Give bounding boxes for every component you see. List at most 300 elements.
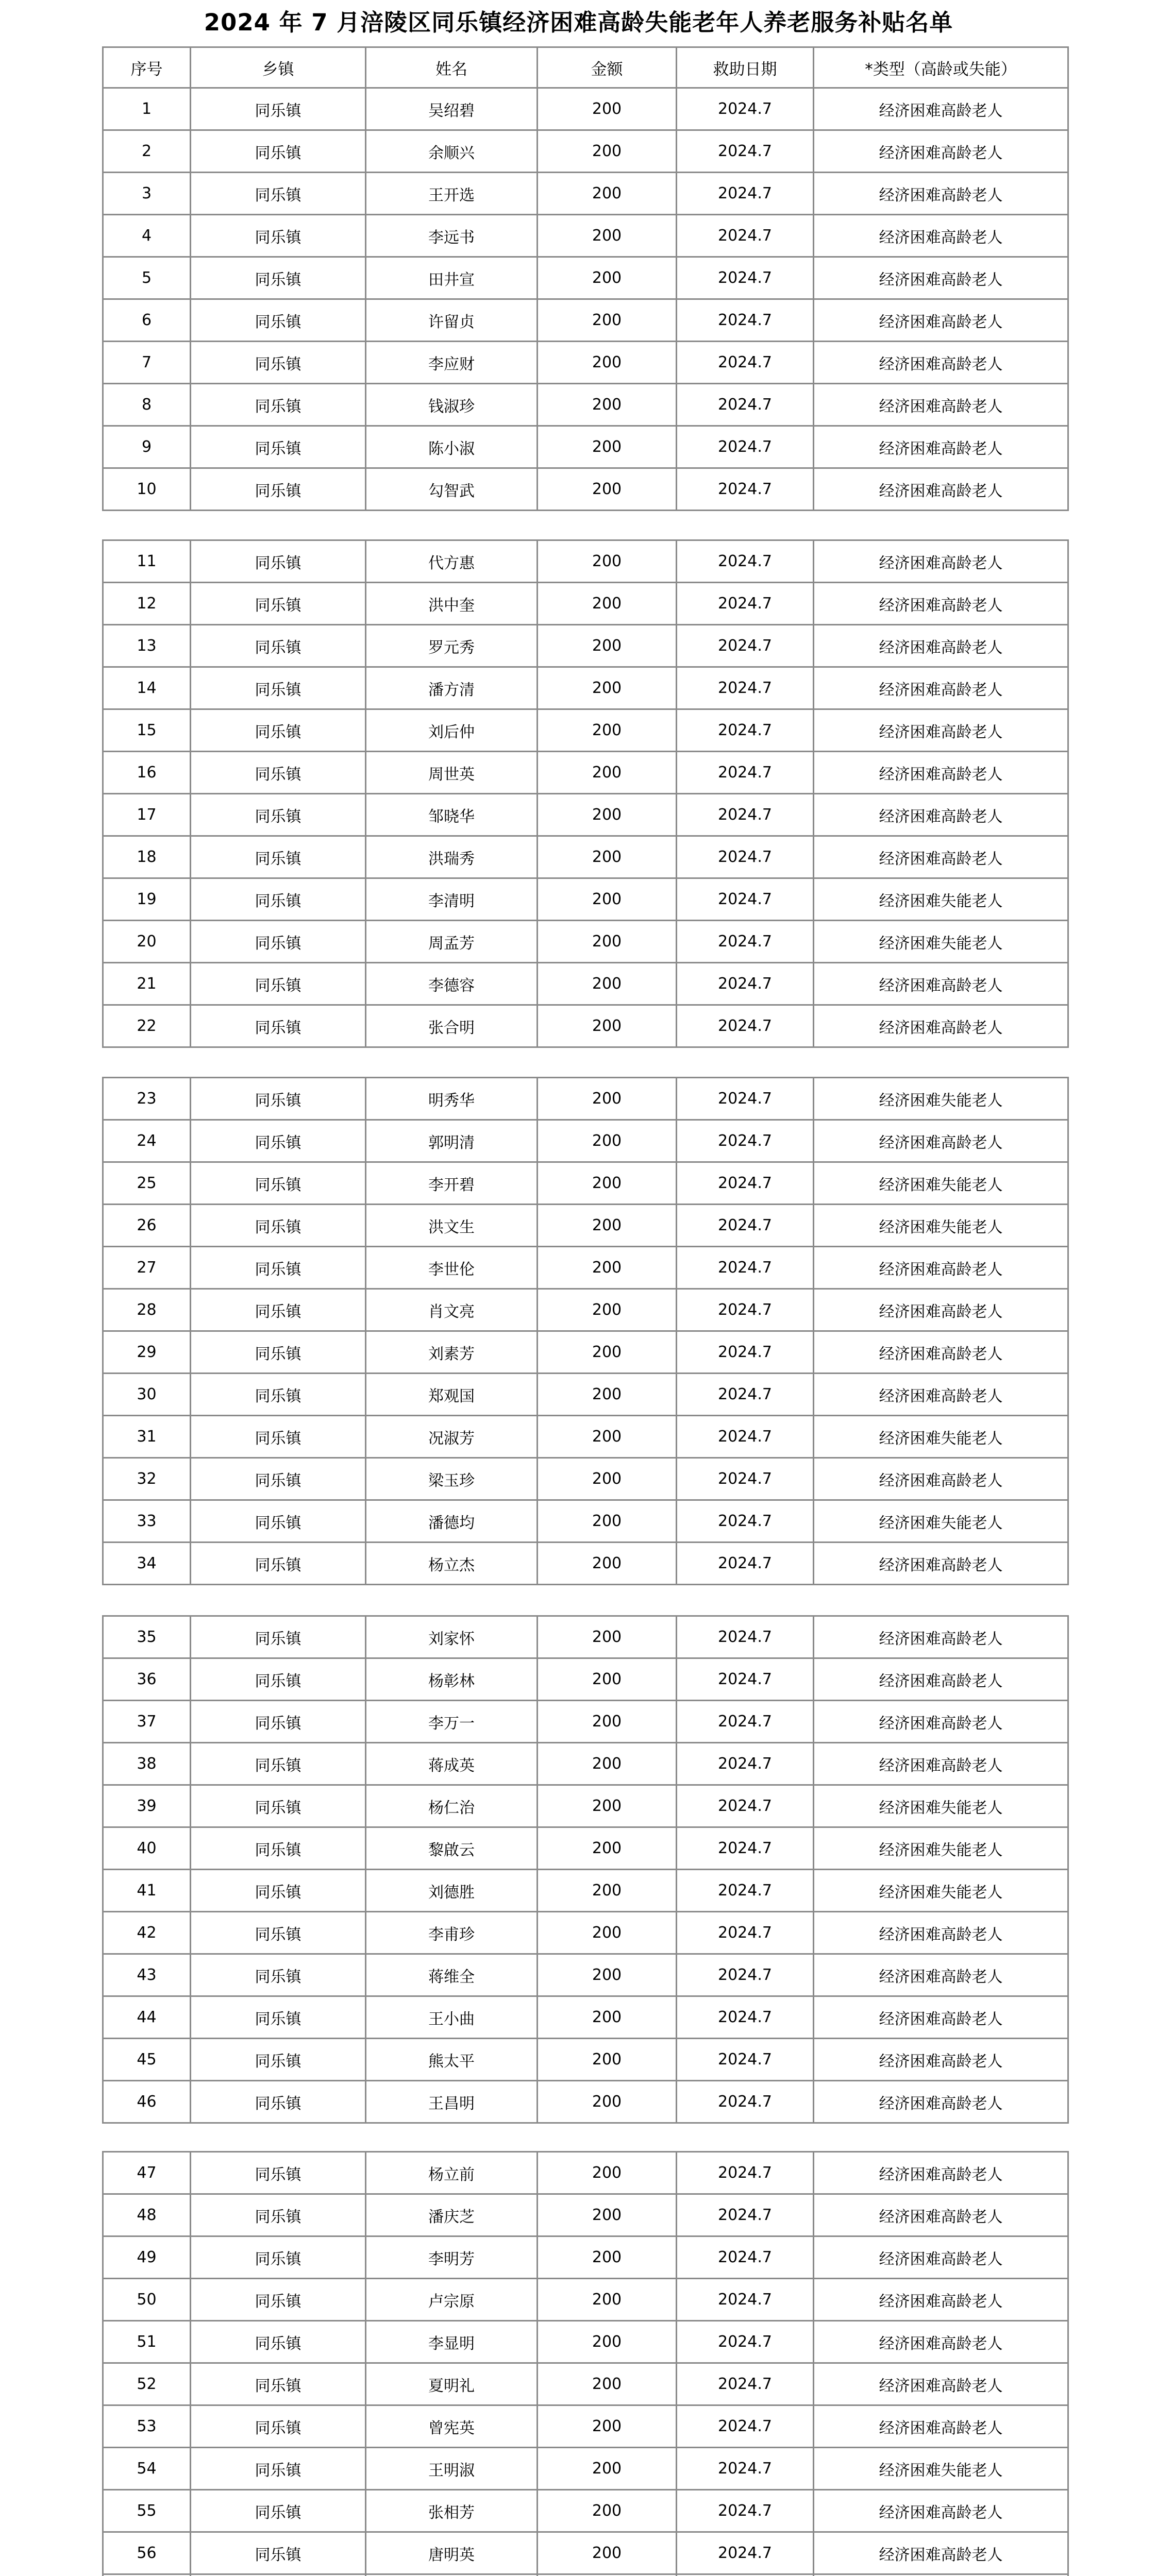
table-row [103, 1005, 1068, 1047]
table-row [103, 299, 1068, 342]
cell-type: 经济困难高龄老人 [814, 2039, 1068, 2081]
cell-date: 2024.7 [677, 88, 814, 130]
cell-index: 31 [103, 1416, 191, 1458]
cell-type: 经济困难高龄老人 [814, 2236, 1068, 2279]
cell-town: 同乐镇 [191, 1785, 366, 1827]
cell-name: 李应财 [366, 342, 538, 384]
cell-index [103, 2574, 191, 2576]
cell-type: 经济困难高龄老人 [814, 2081, 1068, 2123]
cell-amount: 200 [538, 173, 677, 215]
cell-type: 经济困难失能老人 [814, 1205, 1068, 1247]
cell-town: 同乐镇 [191, 173, 366, 215]
cell-name: 李显明 [366, 2321, 538, 2363]
cell-name: 潘方清 [366, 667, 538, 709]
cell-type: 经济困难高龄老人 [814, 1289, 1068, 1331]
cell-amount: 200 [538, 2321, 677, 2363]
cell-date: 2024.7 [677, 583, 814, 625]
cell-amount: 200 [538, 2405, 677, 2448]
cell-date: 2024.7 [677, 299, 814, 342]
cell-amount: 200 [538, 468, 677, 511]
cell-town: 同乐镇 [191, 130, 366, 173]
cell-name: 郑观国 [366, 1374, 538, 1416]
cell-date: 2024.7 [677, 1205, 814, 1247]
cell-date [677, 2574, 814, 2576]
cell-name: 吴绍碧 [366, 88, 538, 130]
cell-name: 况淑芳 [366, 1416, 538, 1458]
table-row [103, 2532, 1068, 2574]
cell-name: 周世英 [366, 752, 538, 794]
cell-index: 8 [103, 384, 191, 426]
cell-index: 12 [103, 583, 191, 625]
cell-type: 经济困难高龄老人 [814, 88, 1068, 130]
cell-type: 经济困难高龄老人 [814, 257, 1068, 299]
cell-index: 20 [103, 921, 191, 963]
table-row [103, 1331, 1068, 1374]
cell-name: 曾宪英 [366, 2405, 538, 2448]
table-row [103, 1701, 1068, 1743]
cell-name: 杨立杰 [366, 1543, 538, 1585]
cell-town: 同乐镇 [191, 468, 366, 511]
cell-town: 同乐镇 [191, 2448, 366, 2490]
cell-type: 经济困难高龄老人 [814, 1954, 1068, 1996]
cell-name: 李世伦 [366, 1247, 538, 1289]
cell-date: 2024.7 [677, 625, 814, 667]
table-row [103, 1870, 1068, 1912]
table-row [103, 342, 1068, 384]
cell-name: 李德容 [366, 963, 538, 1005]
cell-town: 同乐镇 [191, 342, 366, 384]
cell-type: 经济困难高龄老人 [814, 1658, 1068, 1701]
cell-index: 56 [103, 2532, 191, 2574]
cell-type: 经济困难高龄老人 [814, 1543, 1068, 1585]
cell-name: 李远书 [366, 215, 538, 257]
cell-amount: 200 [538, 384, 677, 426]
cell-date: 2024.7 [677, 2194, 814, 2236]
cell-town: 同乐镇 [191, 625, 366, 667]
cell-amount: 200 [538, 426, 677, 468]
cell-town: 同乐镇 [191, 1374, 366, 1416]
table-row [103, 667, 1068, 709]
cell-date: 2024.7 [677, 752, 814, 794]
cell-index: 33 [103, 1500, 191, 1543]
cell-index: 35 [103, 1616, 191, 1658]
cell-type: 经济困难高龄老人 [814, 173, 1068, 215]
cell-amount: 200 [538, 1289, 677, 1331]
cell-type: 经济困难高龄老人 [814, 1331, 1068, 1374]
cell-amount: 200 [538, 2194, 677, 2236]
cell-date: 2024.7 [677, 1543, 814, 1585]
table-row [103, 540, 1068, 583]
cell-type: 经济困难高龄老人 [814, 1247, 1068, 1289]
cell-town: 同乐镇 [191, 88, 366, 130]
cell-amount: 200 [538, 794, 677, 836]
cell-index: 43 [103, 1954, 191, 1996]
cell-amount: 200 [538, 1658, 677, 1701]
cell-index: 54 [103, 2448, 191, 2490]
cell-town: 同乐镇 [191, 426, 366, 468]
cell-amount: 200 [538, 1543, 677, 1585]
cell-town [191, 2574, 366, 2576]
cell-index: 26 [103, 1205, 191, 1247]
cell-index: 49 [103, 2236, 191, 2279]
cell-town: 同乐镇 [191, 1616, 366, 1658]
cell-town: 同乐镇 [191, 1954, 366, 1996]
table-row [103, 426, 1068, 468]
cell-type: 经济困难失能老人 [814, 921, 1068, 963]
cell-name: 王明淑 [366, 2448, 538, 2490]
table-row [103, 1785, 1068, 1827]
cell-index: 44 [103, 1996, 191, 2039]
cell-date: 2024.7 [677, 1785, 814, 1827]
cell-amount: 200 [538, 342, 677, 384]
cell-date: 2024.7 [677, 1078, 814, 1120]
table-row [103, 2039, 1068, 2081]
cell-town: 同乐镇 [191, 299, 366, 342]
cell-type: 经济困难高龄老人 [814, 1701, 1068, 1743]
cell-date: 2024.7 [677, 215, 814, 257]
cell-name: 刘德胜 [366, 1870, 538, 1912]
cell-type: 经济困难高龄老人 [814, 667, 1068, 709]
cell-type: 经济困难高龄老人 [814, 1912, 1068, 1954]
cell-date: 2024.7 [677, 836, 814, 878]
cell-type: 经济困难高龄老人 [814, 342, 1068, 384]
cell-index: 5 [103, 257, 191, 299]
cell-name: 杨彰林 [366, 1658, 538, 1701]
cell-name: 杨立前 [366, 2152, 538, 2194]
cell-name: 明秀华 [366, 1078, 538, 1120]
cell-type: 经济困难高龄老人 [814, 2490, 1068, 2532]
cell-name: 钱淑珍 [366, 384, 538, 426]
cell-town: 同乐镇 [191, 836, 366, 878]
cell-date: 2024.7 [677, 2405, 814, 2448]
cell-index: 32 [103, 1458, 191, 1500]
cell-name: 余顺兴 [366, 130, 538, 173]
cell-index: 45 [103, 2039, 191, 2081]
table-row [103, 130, 1068, 173]
cell-name: 李明芳 [366, 2236, 538, 2279]
cell-amount: 200 [538, 2279, 677, 2321]
cell-date: 2024.7 [677, 1289, 814, 1331]
cell-date: 2024.7 [677, 2152, 814, 2194]
cell-date: 2024.7 [677, 1996, 814, 2039]
cell-index: 24 [103, 1120, 191, 1162]
cell-name: 洪中奎 [366, 583, 538, 625]
cell-index: 38 [103, 1743, 191, 1785]
table-row [103, 836, 1068, 878]
cell-amount: 200 [538, 1954, 677, 1996]
cell-name: 唐明英 [366, 2532, 538, 2574]
cell-date: 2024.7 [677, 1616, 814, 1658]
cell-index: 41 [103, 1870, 191, 1912]
cell-town: 同乐镇 [191, 709, 366, 752]
table-row [103, 625, 1068, 667]
cell-amount: 200 [538, 1996, 677, 2039]
cell-amount: 200 [538, 1870, 677, 1912]
cell-index: 47 [103, 2152, 191, 2194]
cell-town: 同乐镇 [191, 2363, 366, 2405]
cell-type: 经济困难高龄老人 [814, 1743, 1068, 1785]
table-row [103, 2081, 1068, 2123]
header-date: 救助日期 [677, 47, 814, 88]
cell-date: 2024.7 [677, 468, 814, 511]
cell-type: 经济困难失能老人 [814, 1078, 1068, 1120]
cell-town: 同乐镇 [191, 1205, 366, 1247]
cell-town: 同乐镇 [191, 1289, 366, 1331]
cell-town: 同乐镇 [191, 1701, 366, 1743]
table-row [103, 921, 1068, 963]
cell-name: 田井宣 [366, 257, 538, 299]
cell-index: 40 [103, 1827, 191, 1870]
cell-type: 经济困难高龄老人 [814, 2321, 1068, 2363]
cell-type: 经济困难高龄老人 [814, 384, 1068, 426]
table-row [103, 794, 1068, 836]
cell-town: 同乐镇 [191, 1005, 366, 1047]
cell-index: 7 [103, 342, 191, 384]
cell-amount: 200 [538, 1247, 677, 1289]
cell-name: 卢宗原 [366, 2279, 538, 2321]
cell-type: 经济困难高龄老人 [814, 1374, 1068, 1416]
cell-name: 张相芳 [366, 2490, 538, 2532]
cell-name: 洪文生 [366, 1205, 538, 1247]
table-row [103, 709, 1068, 752]
cell-name: 蒋维全 [366, 1954, 538, 1996]
cell-name: 杨仁治 [366, 1785, 538, 1827]
table-row [103, 1743, 1068, 1785]
cell-type: 经济困难失能老人 [814, 1870, 1068, 1912]
cell-name: 郭明清 [366, 1120, 538, 1162]
subsidy-table-section-5 [102, 2151, 1069, 2576]
cell-town: 同乐镇 [191, 2321, 366, 2363]
cell-amount: 200 [538, 1785, 677, 1827]
cell-amount: 200 [538, 299, 677, 342]
cell-town: 同乐镇 [191, 1743, 366, 1785]
cell-type: 经济困难高龄老人 [814, 709, 1068, 752]
cell-town: 同乐镇 [191, 1912, 366, 1954]
header-index: 序号 [103, 47, 191, 88]
cell-date: 2024.7 [677, 963, 814, 1005]
table-row [103, 2321, 1068, 2363]
cell-index: 55 [103, 2490, 191, 2532]
cell-amount: 200 [538, 215, 677, 257]
cell-amount: 200 [538, 1616, 677, 1658]
cell-name: 张合明 [366, 1005, 538, 1047]
cell-index: 14 [103, 667, 191, 709]
cell-index: 39 [103, 1785, 191, 1827]
cell-date: 2024.7 [677, 2039, 814, 2081]
cell-amount: 200 [538, 1078, 677, 1120]
cell-town: 同乐镇 [191, 1870, 366, 1912]
table-row [103, 257, 1068, 299]
cell-date: 2024.7 [677, 173, 814, 215]
cell-type: 经济困难高龄老人 [814, 1120, 1068, 1162]
cell-type: 经济困难高龄老人 [814, 468, 1068, 511]
table-row [103, 1658, 1068, 1701]
cell-town: 同乐镇 [191, 1416, 366, 1458]
cell-amount: 200 [538, 1005, 677, 1047]
cell-type: 经济困难高龄老人 [814, 299, 1068, 342]
cell-type: 经济困难高龄老人 [814, 1996, 1068, 2039]
header-town: 乡镇 [191, 47, 366, 88]
cell-type: 经济困难失能老人 [814, 1785, 1068, 1827]
subsidy-table-section-1 [102, 46, 1069, 511]
cell-amount: 200 [538, 1162, 677, 1205]
cell-amount: 200 [538, 257, 677, 299]
cell-date: 2024.7 [677, 2448, 814, 2490]
header-type: *类型（高龄或失能） [814, 47, 1068, 88]
cell-name: 夏明礼 [366, 2363, 538, 2405]
cell-town: 同乐镇 [191, 1543, 366, 1585]
table-row [103, 2448, 1068, 2490]
cell-town: 同乐镇 [191, 2236, 366, 2279]
cell-amount: 200 [538, 921, 677, 963]
cell-amount: 200 [538, 625, 677, 667]
cell-type: 经济困难高龄老人 [814, 1616, 1068, 1658]
cell-amount: 200 [538, 1374, 677, 1416]
table-row [103, 1954, 1068, 1996]
cell-name: 王开选 [366, 173, 538, 215]
cell-type: 经济困难高龄老人 [814, 963, 1068, 1005]
cell-type: 经济困难高龄老人 [814, 130, 1068, 173]
cell-name: 黎啟云 [366, 1827, 538, 1870]
cell-index: 6 [103, 299, 191, 342]
cell-name: 代方惠 [366, 540, 538, 583]
cell-name: 李开碧 [366, 1162, 538, 1205]
table-row [103, 173, 1068, 215]
cell-amount: 200 [538, 2039, 677, 2081]
table-row [103, 2490, 1068, 2532]
cell-date: 2024.7 [677, 1500, 814, 1543]
cell-name: 潘德均 [366, 1500, 538, 1543]
cell-index: 46 [103, 2081, 191, 2123]
cell-name: 刘素芳 [366, 1331, 538, 1374]
cell-date: 2024.7 [677, 1912, 814, 1954]
cell-date: 2024.7 [677, 2279, 814, 2321]
cell-amount: 200 [538, 1500, 677, 1543]
cell-date: 2024.7 [677, 2321, 814, 2363]
cell-name: 刘家怀 [366, 1616, 538, 1658]
cell-date: 2024.7 [677, 540, 814, 583]
cell-index: 19 [103, 878, 191, 921]
cell-index: 22 [103, 1005, 191, 1047]
cell-index: 3 [103, 173, 191, 215]
cell-type: 经济困难高龄老人 [814, 215, 1068, 257]
cell-town: 同乐镇 [191, 1247, 366, 1289]
cell-town: 同乐镇 [191, 1827, 366, 1870]
cell-name: 梁玉珍 [366, 1458, 538, 1500]
cell-town: 同乐镇 [191, 1078, 366, 1120]
cell-index: 53 [103, 2405, 191, 2448]
cell-index: 48 [103, 2194, 191, 2236]
cell-town: 同乐镇 [191, 667, 366, 709]
cell-amount: 200 [538, 130, 677, 173]
subsidy-table-section-3 [102, 1077, 1069, 1585]
cell-type: 经济困难高龄老人 [814, 2363, 1068, 2405]
cell-type: 经济困难高龄老人 [814, 426, 1068, 468]
cell-town: 同乐镇 [191, 921, 366, 963]
cell-amount: 200 [538, 1912, 677, 1954]
header-name: 姓名 [366, 47, 538, 88]
table-row [103, 1500, 1068, 1543]
table-row [103, 1416, 1068, 1458]
table-row [103, 1458, 1068, 1500]
cell-town: 同乐镇 [191, 878, 366, 921]
table-row [103, 1996, 1068, 2039]
cell-date: 2024.7 [677, 2490, 814, 2532]
cell-town: 同乐镇 [191, 257, 366, 299]
cell-index: 29 [103, 1331, 191, 1374]
cell-amount: 200 [538, 963, 677, 1005]
cell-date: 2024.7 [677, 1162, 814, 1205]
cell-town: 同乐镇 [191, 2490, 366, 2532]
cell-name: 勾智武 [366, 468, 538, 511]
table-row [103, 1543, 1068, 1585]
cell-amount: 200 [538, 2532, 677, 2574]
cell-amount: 200 [538, 1743, 677, 1785]
table-row [103, 963, 1068, 1005]
cell-date: 2024.7 [677, 2236, 814, 2279]
cell-date: 2024.7 [677, 1120, 814, 1162]
cell-type: 经济困难高龄老人 [814, 540, 1068, 583]
cell-amount: 200 [538, 1120, 677, 1162]
table-row [103, 2236, 1068, 2279]
table-row [103, 1374, 1068, 1416]
cell-index: 42 [103, 1912, 191, 1954]
cell-type: 经济困难高龄老人 [814, 2279, 1068, 2321]
cell-type [814, 2574, 1068, 2576]
cell-type: 经济困难失能老人 [814, 1500, 1068, 1543]
cell-date: 2024.7 [677, 921, 814, 963]
cell-date: 2024.7 [677, 2363, 814, 2405]
table-row [103, 2194, 1068, 2236]
cell-index: 23 [103, 1078, 191, 1120]
cell-type: 经济困难失能老人 [814, 1416, 1068, 1458]
cell-index: 28 [103, 1289, 191, 1331]
cell-index: 51 [103, 2321, 191, 2363]
subsidy-table-section-4 [102, 1615, 1069, 2124]
cell-name: 王昌明 [366, 2081, 538, 2123]
cell-index: 1 [103, 88, 191, 130]
cell-amount: 200 [538, 2363, 677, 2405]
cell-name: 潘庆芝 [366, 2194, 538, 2236]
subsidy-table-section-2 [102, 539, 1069, 1048]
cell-index: 27 [103, 1247, 191, 1289]
cell-date: 2024.7 [677, 1458, 814, 1500]
table-row [103, 1247, 1068, 1289]
cell-type: 经济困难高龄老人 [814, 836, 1068, 878]
table-row [103, 1205, 1068, 1247]
cell-town: 同乐镇 [191, 794, 366, 836]
table-row [103, 583, 1068, 625]
cell-index: 18 [103, 836, 191, 878]
cell-index: 13 [103, 625, 191, 667]
cell-index: 10 [103, 468, 191, 511]
cell-date: 2024.7 [677, 1743, 814, 1785]
cell-town: 同乐镇 [191, 1120, 366, 1162]
cell-index: 21 [103, 963, 191, 1005]
cell-type: 经济困难高龄老人 [814, 2405, 1068, 2448]
cell-index: 15 [103, 709, 191, 752]
cell-date: 2024.7 [677, 878, 814, 921]
cell-town: 同乐镇 [191, 2039, 366, 2081]
cell-date: 2024.7 [677, 1954, 814, 1996]
cell-town: 同乐镇 [191, 752, 366, 794]
cell-date: 2024.7 [677, 384, 814, 426]
cell-town: 同乐镇 [191, 2532, 366, 2574]
cell-index: 16 [103, 752, 191, 794]
cell-name: 洪瑞秀 [366, 836, 538, 878]
cell-date: 2024.7 [677, 257, 814, 299]
table-row [103, 384, 1068, 426]
